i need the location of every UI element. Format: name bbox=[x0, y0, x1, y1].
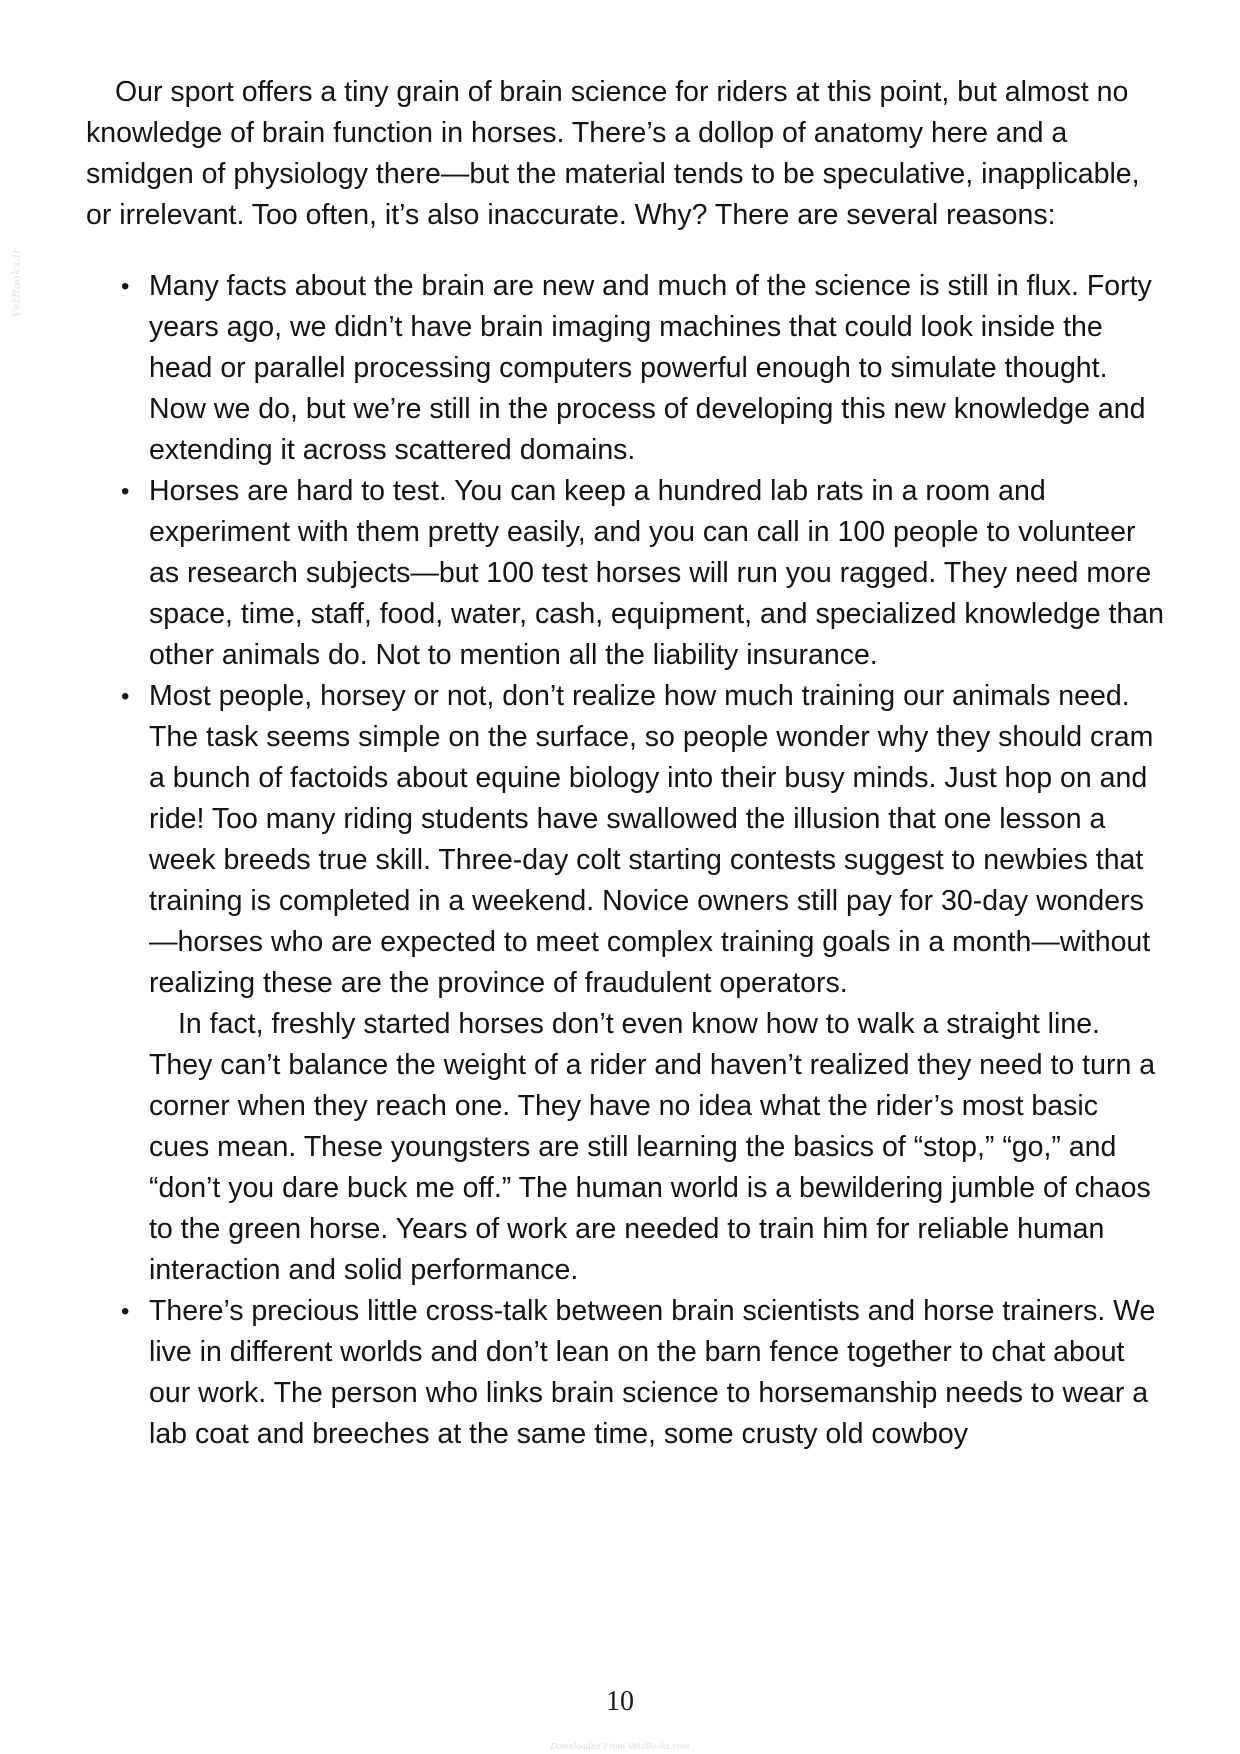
page-number: 10 bbox=[606, 1686, 634, 1717]
body-text bbox=[86, 72, 1166, 1455]
footer-watermark: Downloaded From VetoBooks.com bbox=[550, 1742, 690, 1751]
bullet-icon: • bbox=[121, 1298, 130, 1325]
bullet-icon: • bbox=[121, 478, 130, 505]
bullet-icon: • bbox=[121, 273, 130, 300]
reasons-list bbox=[86, 266, 1166, 1455]
bullet-icon: • bbox=[121, 683, 130, 710]
list-item bbox=[86, 266, 1166, 471]
list-item bbox=[86, 1291, 1166, 1455]
list-item-text: Many facts about the brain are new and much of the science is still in flux. Forty years ago, we didn’t have brain imaging machines that could look inside the head or parallel processing computers powerful enough to simulate thought. Now we do, but we’re still in the process of developing this new knowledge and extending it across scattered domains. bbox=[149, 270, 1152, 466]
list-item-text: Most people, horsey or not, don’t realize how much training our animals need. The task seems simple on the surface, so people wonder why they should cram a bunch of factoids about equine biology into their busy minds. Just hop on and ride! Too many riding students have swallowed the illusion that one lesson a week breeds true skill. Three-day colt starting contests suggest to newbies that training is completed in a weekend. Novice owners still pay for 30-day wonders—horses who are expected to meet complex training goals in a month—without realizing these are the province of fraudulent operators. bbox=[149, 680, 1154, 999]
list-item-text: There’s precious little cross-talk between brain scientists and horse trainers. We live in different worlds and don’t lean on the barn fence together to chat about our work. The person who links brain science to horsemanship needs to wear a lab coat and breeches at the same time, some crusty old cowboy bbox=[149, 1295, 1156, 1450]
list-item bbox=[86, 676, 1166, 1291]
side-watermark: VetBooks.ir bbox=[10, 247, 24, 318]
list-item bbox=[86, 471, 1166, 676]
list-item-continuation: In fact, freshly started horses don’t even know how to walk a straight line. They can’t balance the weight of a rider and haven’t realized they need to turn a corner when they reach one. They have no idea what the rider’s most basic cues mean. These youngsters are still learning the basics of “stop,” “go,” and “don’t you dare buck me off.” The human world is a bewildering jumble of chaos to the green horse. Years of work are needed to train him for reliable human interaction and solid performance. bbox=[149, 1008, 1156, 1286]
list-item-text: Horses are hard to test. You can keep a hundred lab rats in a room and experiment with them pretty easily, and you can call in 100 people to volunteer as research subjects—but 100 test horses will run you ragged. They need more space, time, staff, food, water, cash, equipment, and specialized knowledge than other animals do. Not to mention all the liability insurance. bbox=[149, 475, 1165, 671]
intro-paragraph: Our sport offers a tiny grain of brain science for riders at this point, but almost no knowledge of brain function in horses. There’s a dollop of anatomy here and a smidgen of physiology there—but the material tends to be speculative, inapplicable, or irrelevant. Too often, it’s also inaccurate. Why? There are several reasons: bbox=[86, 76, 1140, 231]
